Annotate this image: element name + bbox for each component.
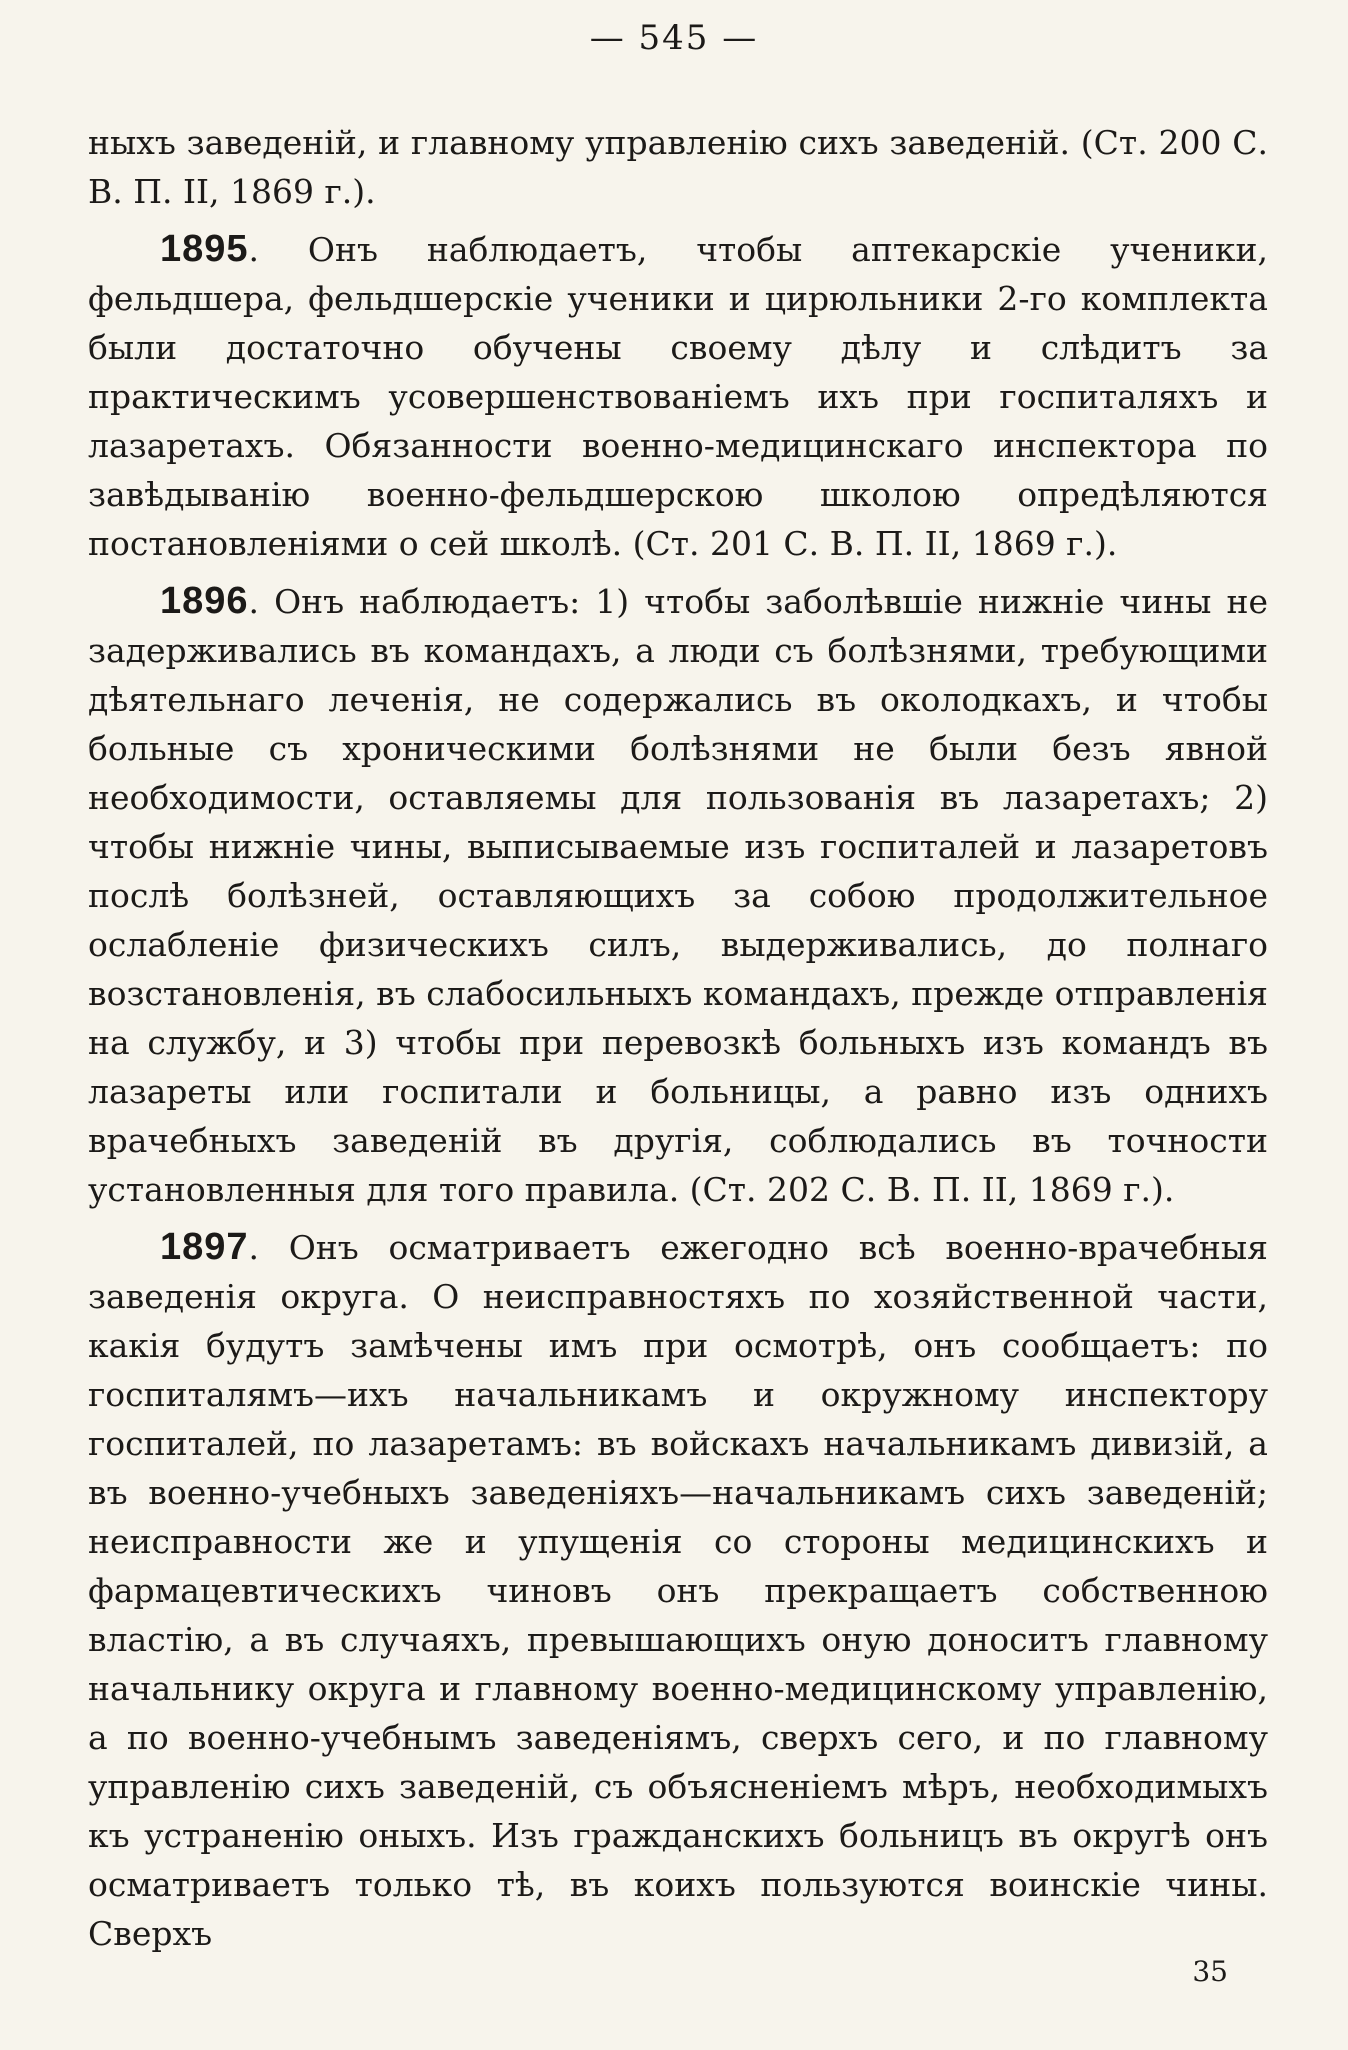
article-1897 bbox=[88, 1223, 1268, 1958]
paragraph-text: . Онъ наблюдаетъ: 1) чтобы заболѣвшіе нижніе чины не задерживались въ командахъ, а люди съ болѣзнями, требующими дѣятельнаго леченія, не содержались въ околодкахъ, и чтобы больные съ хроническими болѣзнями не были безъ явной необходимости, оставляемы для пользованія въ лазаретахъ; 2) чтобы нижніе чины, выписываемые изъ госпиталей и лазаретовъ послѣ болѣзней, оставляющихъ за собою продолжительное ослабленіе физическихъ силъ, выдерживались, до полнаго возстановленія, въ слабосильныхъ командахъ, прежде отправленія на службу, и 3) чтобы при перевозкѣ больныхъ изъ командъ въ лазареты или госпитали и больницы, а равно изъ однихъ врачебныхъ заведеній въ другія, соблюдались въ точности установленныя для того правила. (Ст. 202 С. В. П. II, 1869 г.). bbox=[88, 582, 1268, 1209]
article-number: 1895 bbox=[160, 228, 249, 270]
article-number: 1897 bbox=[160, 1226, 249, 1268]
article-number: 1896 bbox=[160, 580, 249, 622]
paragraph-text: ныхъ заведеній, и главному управленію сихъ заведеній. (Ст. 200 С. В. П. II, 1869 г.). bbox=[88, 123, 1268, 211]
page-number: — 545 — bbox=[589, 18, 759, 58]
article-1895 bbox=[88, 225, 1268, 568]
paragraph-continuation bbox=[88, 118, 1268, 216]
paragraph-text: . Онъ наблюдаетъ, чтобы аптекарскіе ученики, фельдшера, фельдшерскіе ученики и цирюльники 2-го комплекта были достаточно обучены своему дѣлу и слѣдитъ за практическимъ усовершенствованіемъ ихъ при госпиталяхъ и лазаретахъ. Обязанности военно-медицинскаго инспектора по завѣдыванію военно-фельдшерскою школою опредѣляются постановленіями о сей школѣ. (Ст. 201 С. В. П. II, 1869 г.). bbox=[88, 230, 1268, 563]
body-text bbox=[88, 118, 1268, 1967]
paragraph-text: . Онъ осматриваетъ ежегодно всѣ военно-врачебныя заведенія округа. О неисправностяхъ по хозяйственной части, какія будутъ замѣчены имъ при осмотрѣ, онъ сообщаетъ: по госпиталямъ—ихъ начальникамъ и окружному инспектору госпиталей, по лазаретамъ: въ войскахъ начальникамъ дивизій, а въ военно-учебныхъ заведеніяхъ—начальникамъ сихъ заведеній; неисправности же и упущенія со стороны медицинскихъ и фармацевтическихъ чиновъ онъ прекращаетъ собственною властію, а въ случаяхъ, превышающихъ оную доноситъ главному начальнику округа и главному военно-медицинскому управленію, а по военно-учебнымъ заведеніямъ, сверхъ сего, и по главному управленію сихъ заведеній, съ объясненіемъ мѣръ, необходимыхъ къ устраненію оныхъ. Изъ гражданскихъ больницъ въ округѣ онъ осматриваетъ только тѣ, въ коихъ пользуются воинскіе чины. Сверхъ bbox=[88, 1228, 1268, 1953]
signature-mark: 35 bbox=[1192, 1955, 1228, 1988]
article-1896 bbox=[88, 577, 1268, 1214]
